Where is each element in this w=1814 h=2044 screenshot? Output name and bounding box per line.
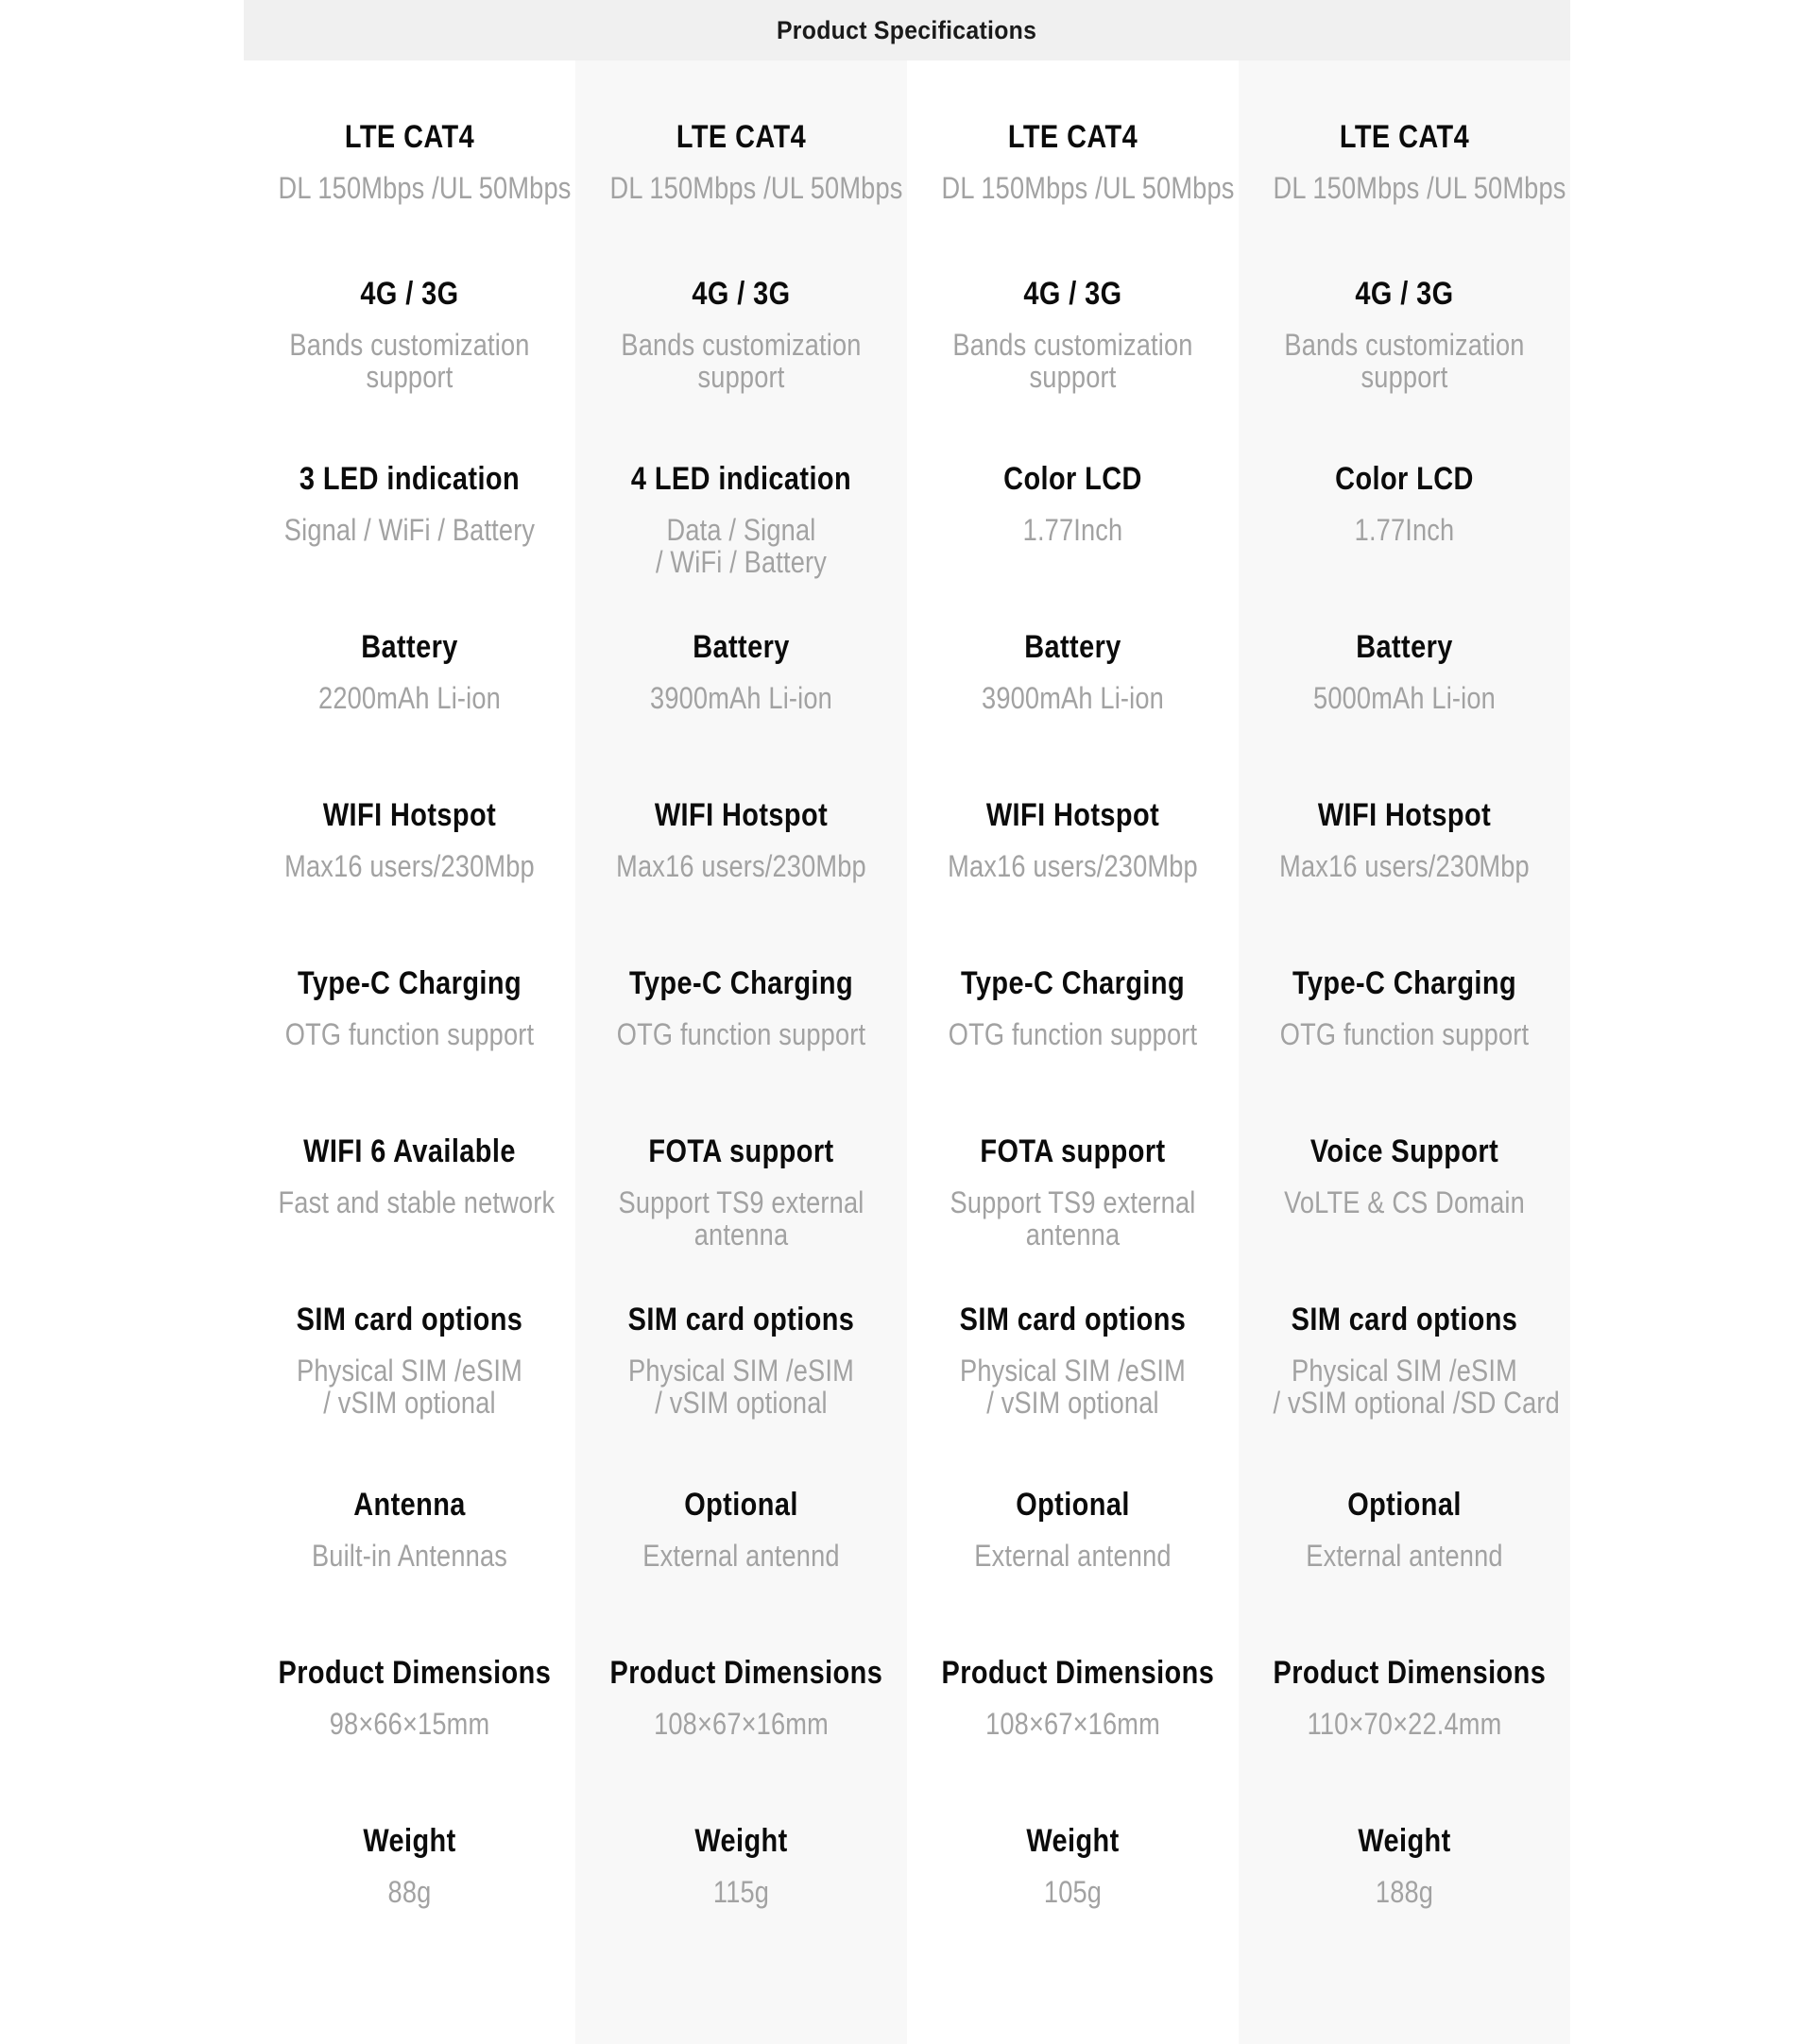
header-bar	[244, 0, 1570, 60]
spec-cell-col2-row6	[575, 933, 907, 1101]
spec-title: WIFI Hotspot	[654, 797, 829, 833]
spec-description	[942, 1186, 1205, 1251]
spec-cell-col3-row4	[907, 597, 1239, 765]
spec-description-line: DL 150Mbps /UL 50Mbps	[609, 171, 903, 205]
spec-title: WIFI Hotspot	[985, 797, 1160, 833]
spec-description	[279, 1540, 541, 1572]
spec-description-line: Physical SIM /eSIM	[628, 1354, 854, 1388]
spec-description	[279, 850, 541, 882]
spec-title: 4G / 3G	[1355, 276, 1454, 312]
spec-description-line: 98×66×15mm	[329, 1707, 490, 1741]
spec-title: Type-C Charging	[628, 965, 854, 1001]
spec-description-line: Support TS9 external	[618, 1185, 864, 1219]
spec-title: Battery	[693, 629, 790, 665]
spec-description-line: Data / Signal	[666, 513, 816, 547]
spec-description-line: 188g	[1375, 1875, 1434, 1909]
spec-description	[278, 1185, 556, 1219]
spec-description	[610, 1186, 873, 1251]
spec-description-line: 1.77Inch	[1022, 513, 1123, 547]
spec-cell-col3-row1	[907, 60, 1239, 244]
spec-description-line: 108×67×16mm	[654, 1707, 829, 1741]
spec-cell-col4-row5	[1239, 765, 1570, 933]
spec-cell-col4-row3	[1239, 429, 1570, 597]
spec-cell-col1-row11	[244, 1791, 575, 1959]
spec-cell-col2-row8	[575, 1269, 907, 1455]
spec-description	[942, 1540, 1205, 1572]
spec-description-line: antenna	[1025, 1218, 1121, 1252]
spec-cell-col2-row2	[575, 244, 907, 429]
spec-description-line: OTG function support	[616, 1017, 866, 1051]
spec-description-line: Bands customization	[289, 328, 530, 362]
spec-title: FOTA support	[648, 1133, 834, 1169]
spec-cell-col2-row3	[575, 429, 907, 597]
spec-title: Weight	[363, 1823, 456, 1859]
spec-cell-col1-row10	[244, 1623, 575, 1791]
spec-title: WIFI Hotspot	[322, 797, 497, 833]
spec-description-line: VoLTE & CS Domain	[1284, 1185, 1525, 1219]
spec-title: FOTA support	[980, 1133, 1166, 1169]
spec-description	[1274, 1708, 1536, 1740]
spec-description-line: 115g	[712, 1875, 770, 1909]
spec-description	[279, 329, 541, 393]
spec-description-line: External antennd	[642, 1539, 840, 1573]
spec-title: Product Dimensions	[941, 1655, 1215, 1691]
spec-description-line: Support TS9 external	[950, 1185, 1196, 1219]
spec-cell-col1-row3	[244, 429, 575, 597]
spec-description	[942, 682, 1205, 714]
spec-description	[942, 329, 1205, 393]
spec-description	[1274, 1018, 1536, 1050]
spec-cell-col1-row7	[244, 1101, 575, 1269]
spec-description	[942, 1708, 1205, 1740]
spec-description-line: 105g	[1043, 1875, 1103, 1909]
spec-description-line: Physical SIM /eSIM	[960, 1354, 1186, 1388]
spec-description	[1273, 1354, 1560, 1420]
spec-description-line: support	[1029, 360, 1117, 394]
spec-title: Optional	[1347, 1487, 1462, 1523]
spec-title: SIM card options	[959, 1302, 1187, 1337]
spec-title: Optional	[684, 1487, 798, 1523]
spec-description-line: / vSIM optional	[655, 1386, 828, 1420]
spec-description-line: Built-in Antennas	[311, 1539, 508, 1573]
spec-description-line: / vSIM optional	[986, 1386, 1159, 1420]
spec-description-line: antenna	[693, 1218, 789, 1252]
spec-description	[610, 1018, 873, 1050]
spec-description-line: Physical SIM /eSIM	[297, 1354, 522, 1388]
spec-description-line: / vSIM optional	[323, 1386, 496, 1420]
spec-description-line: 88g	[387, 1875, 432, 1909]
spec-cell-col3-row7	[907, 1101, 1239, 1269]
spec-cell-col2-row9	[575, 1455, 907, 1623]
spec-title: Product Dimensions	[609, 1655, 883, 1691]
spec-cell-col1-row4	[244, 597, 575, 765]
spec-grid	[244, 60, 1570, 2044]
spec-title: Type-C Charging	[1292, 965, 1517, 1001]
spec-cell-col1-row9	[244, 1455, 575, 1623]
spec-description-line: DL 150Mbps /UL 50Mbps	[1273, 171, 1566, 205]
spec-description	[941, 171, 1235, 205]
spec-description	[1274, 1540, 1536, 1572]
spec-description	[278, 171, 572, 205]
spec-cell-col3-row10	[907, 1623, 1239, 1791]
spec-description	[1274, 1876, 1536, 1908]
spec-description-line: Max16 users/230Mbp	[284, 849, 535, 883]
spec-description	[610, 850, 873, 882]
spec-title: Weight	[1026, 1823, 1120, 1859]
spec-description-line: External antennd	[974, 1539, 1172, 1573]
spec-title: Weight	[694, 1823, 788, 1859]
spec-title: 4G / 3G	[360, 276, 459, 312]
spec-description	[1273, 171, 1566, 205]
spec-description-line: 3900mAh Li-ion	[982, 681, 1164, 715]
spec-description	[610, 514, 873, 578]
spec-cell-col4-row10	[1239, 1623, 1570, 1791]
spec-title: Battery	[361, 629, 458, 665]
spec-description	[279, 514, 541, 546]
spec-title: Voice Support	[1309, 1133, 1499, 1169]
spec-description	[610, 682, 873, 714]
spec-description-line: Max16 users/230Mbp	[948, 849, 1198, 883]
spec-title: Battery	[1024, 629, 1121, 665]
column-filler	[1239, 1959, 1570, 2044]
spec-cell-col4-row9	[1239, 1455, 1570, 1623]
column-filler	[244, 1959, 575, 2044]
spec-description-line: 2200mAh Li-ion	[318, 681, 501, 715]
spec-title: Color LCD	[1003, 461, 1142, 497]
spec-cell-col1-row8	[244, 1269, 575, 1455]
spec-cell-col1-row2	[244, 244, 575, 429]
spec-title: Battery	[1356, 629, 1453, 665]
spec-title: Optional	[1016, 1487, 1130, 1523]
spec-cell-col4-row6	[1239, 933, 1570, 1101]
spec-description	[609, 171, 903, 205]
spec-description	[942, 1876, 1205, 1908]
spec-description-line: OTG function support	[284, 1017, 535, 1051]
spec-title: WIFI Hotspot	[1317, 797, 1492, 833]
spec-description-line: 3900mAh Li-ion	[650, 681, 832, 715]
spec-cell-col3-row2	[907, 244, 1239, 429]
spec-description-line: support	[1360, 360, 1448, 394]
spec-cell-col3-row5	[907, 765, 1239, 933]
spec-description-line: 5000mAh Li-ion	[1313, 681, 1496, 715]
spec-title: SIM card options	[296, 1302, 523, 1337]
spec-cell-col3-row3	[907, 429, 1239, 597]
spec-description	[1274, 514, 1536, 546]
spec-cell-col4-row8	[1239, 1269, 1570, 1455]
spec-description-line: / vSIM optional /SD Card	[1273, 1386, 1560, 1420]
spec-title: 3 LED indication	[299, 461, 521, 497]
spec-description	[610, 1876, 873, 1908]
spec-cell-col1-row5	[244, 765, 575, 933]
spec-cell-col1-row6	[244, 933, 575, 1101]
spec-cell-col4-row7	[1239, 1101, 1570, 1269]
spec-description	[942, 1018, 1205, 1050]
spec-title: LTE CAT4	[1007, 119, 1138, 155]
spec-description	[942, 514, 1205, 546]
spec-description	[610, 329, 873, 393]
spec-cell-col2-row1	[575, 60, 907, 244]
spec-description-line: 1.77Inch	[1354, 513, 1455, 547]
spec-description-line: Max16 users/230Mbp	[1279, 849, 1530, 883]
spec-cell-col2-row10	[575, 1623, 907, 1791]
spec-description-line: / WiFi / Battery	[655, 545, 828, 579]
spec-description-line: Bands customization	[1284, 328, 1525, 362]
spec-title: SIM card options	[1291, 1302, 1518, 1337]
spec-cell-col4-row4	[1239, 597, 1570, 765]
spec-description	[610, 1354, 873, 1419]
spec-title: Product Dimensions	[278, 1655, 552, 1691]
spec-cell-col3-row6	[907, 933, 1239, 1101]
spec-cell-col1-row1	[244, 60, 575, 244]
column-filler	[575, 1959, 907, 2044]
spec-description-line: Signal / WiFi / Battery	[283, 513, 536, 547]
spec-title: Color LCD	[1335, 461, 1474, 497]
spec-description-line: Bands customization	[621, 328, 862, 362]
spec-description-line: OTG function support	[948, 1017, 1198, 1051]
spec-cell-col2-row5	[575, 765, 907, 933]
spec-title: Type-C Charging	[960, 965, 1186, 1001]
spec-cell-col2-row11	[575, 1791, 907, 1959]
spec-title: LTE CAT4	[1339, 119, 1470, 155]
spec-cell-col2-row4	[575, 597, 907, 765]
spec-cell-col4-row2	[1239, 244, 1570, 429]
spec-title: Product Dimensions	[1273, 1655, 1547, 1691]
spec-description-line: External antennd	[1306, 1539, 1503, 1573]
spec-cell-col4-row1	[1239, 60, 1570, 244]
page-title: Product Specifications	[777, 15, 1037, 44]
spec-title: SIM card options	[627, 1302, 855, 1337]
spec-description-line: DL 150Mbps /UL 50Mbps	[278, 171, 572, 205]
spec-cell-col3-row9	[907, 1455, 1239, 1623]
spec-title: LTE CAT4	[344, 119, 475, 155]
spec-description-line: OTG function support	[1279, 1017, 1530, 1051]
spec-title: WIFI 6 Available	[303, 1133, 516, 1169]
spec-description	[1274, 1186, 1536, 1218]
spec-description-line: support	[366, 360, 454, 394]
spec-cell-col2-row7	[575, 1101, 907, 1269]
spec-title: LTE CAT4	[676, 119, 807, 155]
spec-description-line: Fast and stable network	[278, 1185, 556, 1219]
spec-title: Antenna	[353, 1487, 466, 1523]
spec-title: 4 LED indication	[630, 461, 852, 497]
spec-title: 4G / 3G	[1023, 276, 1122, 312]
spec-title: Type-C Charging	[297, 965, 522, 1001]
spec-description-line: support	[697, 360, 785, 394]
spec-cell-col3-row8	[907, 1269, 1239, 1455]
spec-description	[279, 1018, 541, 1050]
spec-description-line: Physical SIM /eSIM	[1292, 1354, 1517, 1388]
spec-description-line: DL 150Mbps /UL 50Mbps	[941, 171, 1235, 205]
column-filler	[907, 1959, 1239, 2044]
spec-description	[942, 850, 1205, 882]
spec-description-line: Bands customization	[952, 328, 1193, 362]
spec-description	[1274, 329, 1536, 393]
spec-description	[1274, 682, 1536, 714]
spec-description	[1274, 850, 1536, 882]
spec-description	[279, 682, 541, 714]
spec-description-line: 110×70×22.4mm	[1307, 1707, 1502, 1741]
spec-cell-col3-row11	[907, 1791, 1239, 1959]
spec-description	[279, 1354, 541, 1419]
spec-description	[279, 1876, 541, 1908]
spec-description	[610, 1540, 873, 1572]
spec-title: Weight	[1358, 1823, 1451, 1859]
spec-description-line: 108×67×16mm	[985, 1707, 1160, 1741]
spec-cell-col4-row11	[1239, 1791, 1570, 1959]
spec-description-line: Max16 users/230Mbp	[616, 849, 866, 883]
spec-description	[942, 1354, 1205, 1419]
spec-description	[610, 1708, 873, 1740]
spec-title: 4G / 3G	[692, 276, 791, 312]
spec-description	[279, 1708, 541, 1740]
